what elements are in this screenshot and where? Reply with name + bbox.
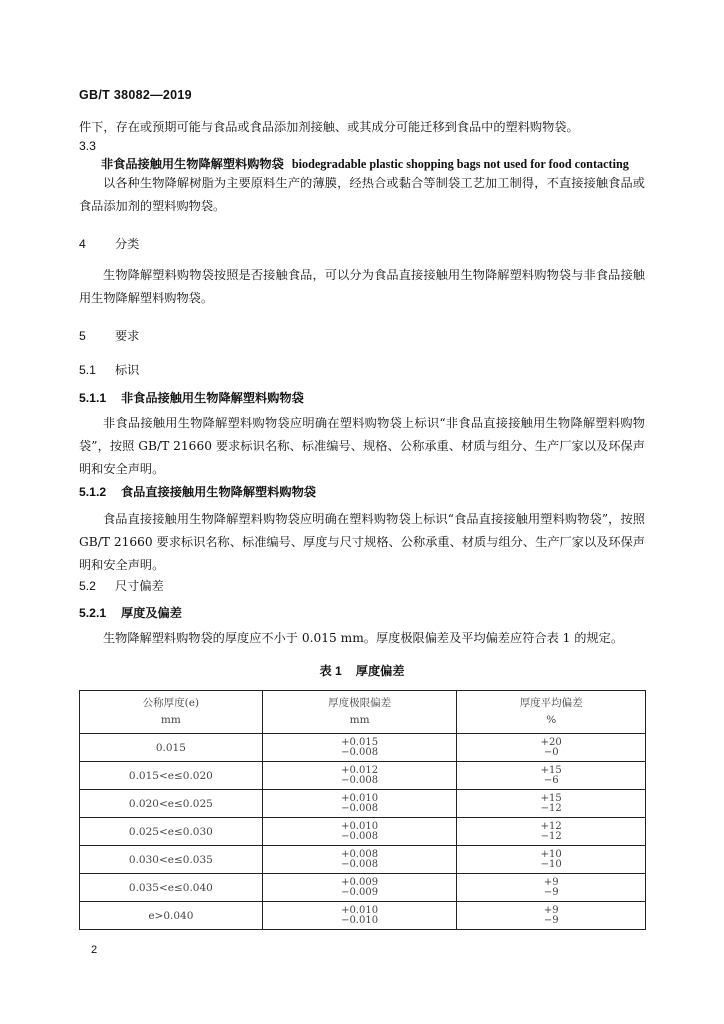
section-5-1-2-heading xyxy=(79,483,316,500)
thickness-cell: e>0.040 xyxy=(80,902,263,930)
section-5-1-1-title: 非食品接触用生物降解塑料购物袋 xyxy=(121,391,304,405)
clause-3-3-term xyxy=(101,155,629,172)
thickness-cell: 0.020<e≤0.025 xyxy=(80,790,263,818)
table-1-caption xyxy=(0,662,724,679)
standard-code: GB/T 38082—2019 xyxy=(79,88,192,102)
table-row xyxy=(80,846,646,874)
clause-3-3-definition: 以各种生物降解树脂为主要原料生产的薄膜，经热合或黏合等制袋工艺加工制得，不直接接触食品或食品添加剂的塑料购物袋。 xyxy=(79,176,645,213)
table-header-row xyxy=(80,691,646,734)
table-1-label: 表 1 xyxy=(319,664,342,678)
section-5-heading xyxy=(79,327,139,344)
section-5-1-2-paragraph: 食品直接接触用生物降解塑料购物袋应明确在塑料购物袋上标识“食品直接接触用塑料购物袋”，按照 GB/T 21660 要求标识名称、标准编号、厚度与尺寸规格、公称承重、材质与组分、生产厂家以及环保声明和安全声明。 xyxy=(79,512,645,572)
section-5-2-1-number: 5.2.1 xyxy=(79,606,107,620)
section-5-1-1-paragraph: 非食品接触用生物降解塑料购物袋应明确在塑料购物袋上标识“非食品直接接触用生物降解塑料购物袋”，按照 GB/T 21660 要求标识名称、标准编号、规格、公称承重、材质与组分、生产厂家以及环保声明和安全声明。 xyxy=(79,416,645,476)
section-5-2-title: 尺寸偏差 xyxy=(115,579,164,593)
table-row xyxy=(80,818,646,846)
section-4-title: 分类 xyxy=(115,237,140,251)
average-deviation-cell: +20 −0 xyxy=(457,734,646,762)
continuation-paragraph: 件下，存在或预期可能与食品或食品添加剂接触、或其成分可能迁移到食品中的塑料购物袋。 xyxy=(79,120,579,134)
section-5-1-number: 5.1 xyxy=(79,363,96,377)
section-5-1-2-number: 5.1.2 xyxy=(79,485,107,499)
section-5-2-1-title: 厚度及偏差 xyxy=(121,606,182,620)
section-5-number: 5 xyxy=(79,329,86,343)
section-4-number: 4 xyxy=(79,237,86,251)
thickness-cell: 0.025<e≤0.030 xyxy=(80,818,263,846)
clause-3-3-number: 3.3 xyxy=(79,139,96,153)
section-5-2-1-heading xyxy=(79,604,182,621)
section-5-2-heading xyxy=(79,577,164,594)
section-5-2-1-paragraph: 生物降解塑料购物袋的厚度应不小于 0.015 mm。厚度极限偏差及平均偏差应符合表 1 的规定。 xyxy=(103,631,624,645)
section-5-2-number: 5.2 xyxy=(79,579,96,593)
section-4-paragraph: 生物降解塑料购物袋按照是否接触食品，可以分为食品直接接触用生物降解塑料购物袋与非食品接触用生物降解塑料购物袋。 xyxy=(79,268,645,305)
header-nominal-thickness: 公称厚度(e) mm xyxy=(80,691,263,734)
section-5-1-1-number: 5.1.1 xyxy=(79,391,107,405)
limit-deviation-cell: +0.015 −0.008 xyxy=(262,734,457,762)
average-deviation-cell: +9 −9 xyxy=(457,874,646,902)
term-english: biodegradable plastic shopping bags not used for food contacting xyxy=(291,157,629,171)
limit-deviation-cell: +0.012 −0.008 xyxy=(262,762,457,790)
average-deviation-cell: +12 −12 xyxy=(457,818,646,846)
page-number: 2 xyxy=(91,944,98,956)
term-chinese: 非食品接触用生物降解塑料购物袋 xyxy=(101,157,284,171)
table-row xyxy=(80,734,646,762)
section-5-1-1-heading xyxy=(79,389,304,406)
limit-deviation-cell: +0.010 −0.008 xyxy=(262,818,457,846)
limit-deviation-cell: +0.010 −0.010 xyxy=(262,902,457,930)
section-5-title: 要求 xyxy=(115,329,140,343)
average-deviation-cell: +9 −9 xyxy=(457,902,646,930)
average-deviation-cell: +15 −12 xyxy=(457,790,646,818)
section-5-1-2-title: 食品直接接触用生物降解塑料购物袋 xyxy=(121,485,316,499)
thickness-cell: 0.030<e≤0.035 xyxy=(80,846,263,874)
header-average-deviation: 厚度平均偏差 % xyxy=(457,691,646,734)
section-5-1-heading xyxy=(79,361,139,378)
table-row xyxy=(80,762,646,790)
thickness-cell: 0.035<e≤0.040 xyxy=(80,874,263,902)
header-limit-deviation: 厚度极限偏差 mm xyxy=(262,691,457,734)
section-4-heading xyxy=(79,235,139,252)
section-5-1-title: 标识 xyxy=(115,363,140,377)
limit-deviation-cell: +0.010 −0.008 xyxy=(262,790,457,818)
table-row xyxy=(80,790,646,818)
table-row xyxy=(80,874,646,902)
table-1-title: 厚度偏差 xyxy=(355,664,405,678)
thickness-deviation-table xyxy=(79,690,646,930)
limit-deviation-cell: +0.009 −0.009 xyxy=(262,874,457,902)
table-row xyxy=(80,902,646,930)
average-deviation-cell: +15 −6 xyxy=(457,762,646,790)
average-deviation-cell: +10 −10 xyxy=(457,846,646,874)
thickness-cell: 0.015<e≤0.020 xyxy=(80,762,263,790)
limit-deviation-cell: +0.008 −0.008 xyxy=(262,846,457,874)
thickness-cell: 0.015 xyxy=(80,734,263,762)
